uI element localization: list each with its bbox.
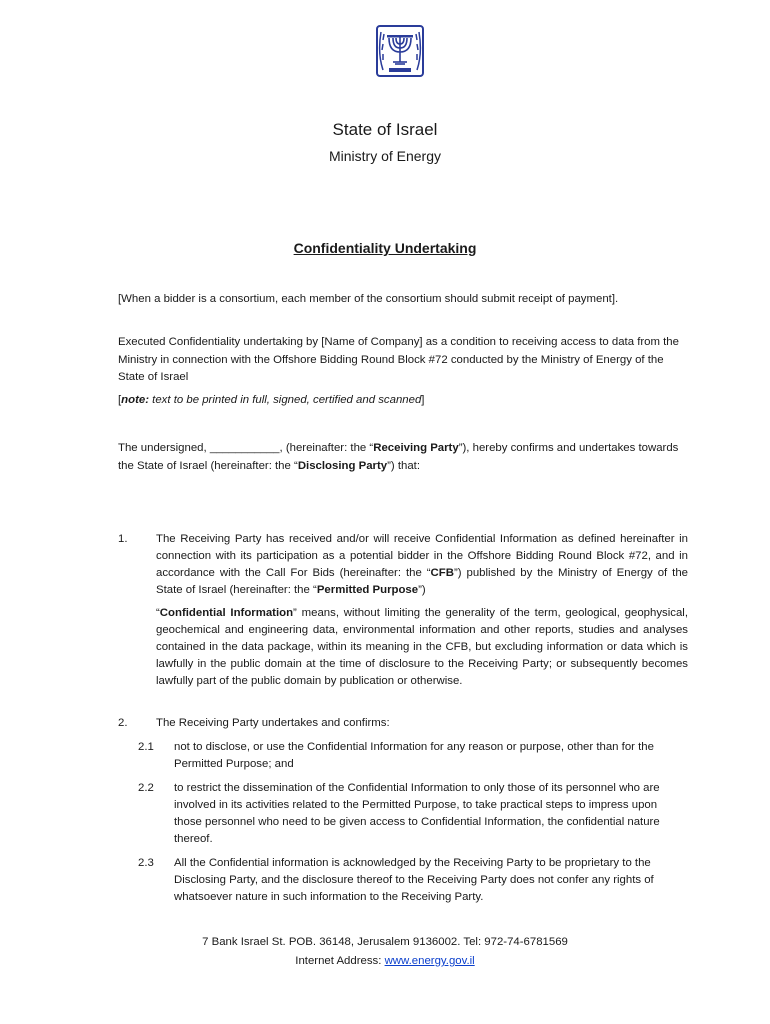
item-1-text: [156, 531, 688, 599]
item-1-b: ”) published by the Ministry of Energy of the State of Israel (hereinafter: the “: [156, 567, 688, 596]
footer-address: 7 Bank Israel St. POB. 36148, Jerusalem 9136002. Tel: 972-74-6781569: [202, 936, 568, 948]
page-title: Confidentiality Undertaking: [293, 240, 477, 256]
confidential-information-term: Confidential Information: [159, 607, 294, 619]
disclosing-party-term: Disclosing Party: [297, 459, 388, 472]
website-link[interactable]: www.energy.gov.il: [384, 955, 475, 967]
bracket-close: ]: [421, 394, 425, 406]
item-1-a: The Receiving Party has received and/or will receive Confidential Information as defined hereinafter in connection with its participation as a potential bidder in the Offshore Bidding Round Block #72, and in accordance with the Call For Bids (hereinafter: the “: [156, 533, 688, 579]
undersigned-text-a: The undersigned, ___________, (hereinafter: the “: [118, 442, 374, 454]
consortium-note: [When a bidder is a consortium, each member of the consortium should submit receipt of payment].: [118, 293, 619, 305]
definition-text: ” means, without limiting the generality of the term, geological, geophysical, geochemical and engineering data, environmental information and other reports, studies and analyses contained in the data package, within its meaning in the CFB, but excluding information or data which is lawfully in the public domain at the time of disclosure to the Receiving Party; or subsequently becomes lawfully part of the public domain by publication or otherwise.: [156, 607, 688, 687]
menorah-emblem-icon: [375, 24, 425, 78]
item-1-c: ”): [418, 584, 426, 596]
item-number-2-1: 2.1: [138, 741, 154, 753]
item-number-1: 1.: [118, 533, 128, 545]
item-number-2-3: 2.3: [138, 857, 154, 869]
receiving-party-term: Receiving Party: [373, 442, 459, 454]
item-2-text: The Receiving Party undertakes and confirms:: [156, 717, 390, 729]
bracket-open: [: [118, 394, 122, 406]
definition-quote: “: [156, 607, 160, 619]
undersigned-text-c: ”) that:: [387, 459, 421, 472]
undersigned-paragraph: [118, 440, 688, 475]
undersigned-text-b: ”), hereby confirms and undertakes towards the State of Israel (hereinafter: the “: [118, 442, 679, 472]
internet-label: Internet Address:: [295, 955, 385, 967]
footer-internet: [0, 955, 770, 967]
note-label: note:: [121, 394, 150, 406]
item-number-2-2: 2.2: [138, 782, 154, 794]
item-2-3-text: All the Confidential information is acknowledged by the Receiving Party to be proprietary to the Disclosing Party, and the disclosure thereof to the Receiving Party does not confer any rights of whatsoever nature in such information to the Receiving Party.: [174, 857, 654, 903]
executed-undertaking-paragraph: Executed Confidentiality undertaking by [Name of Company] as a condition to receiving access to data from the Ministry in connection with the Offshore Bidding Round Block #72 conducted by the Ministry of Energy of the State of Israel: [118, 336, 679, 383]
note-text: text to be printed in full, signed, certified and scanned: [149, 394, 422, 406]
cfb-term: CFB: [430, 567, 454, 579]
permitted-purpose-term: Permitted Purpose: [316, 584, 419, 596]
state-title: State of Israel: [332, 120, 438, 139]
item-2-1-text: not to disclose, or use the Confidential Information for any reason or purpose, other than for the Permitted Purpose; and: [174, 741, 654, 770]
ministry-subtitle: Ministry of Energy: [328, 148, 442, 164]
item-2-2-text: to restrict the dissemination of the Confidential Information to only those of its personnel who are involved in its activities related to the Permitted Purpose, to take practical steps to impress upon those personnel who need to be given access to Confidential Information, the confidential nature thereof.: [174, 782, 660, 845]
item-number-2: 2.: [118, 717, 128, 729]
confidential-information-definition: [156, 605, 688, 690]
printing-note: [118, 392, 688, 410]
